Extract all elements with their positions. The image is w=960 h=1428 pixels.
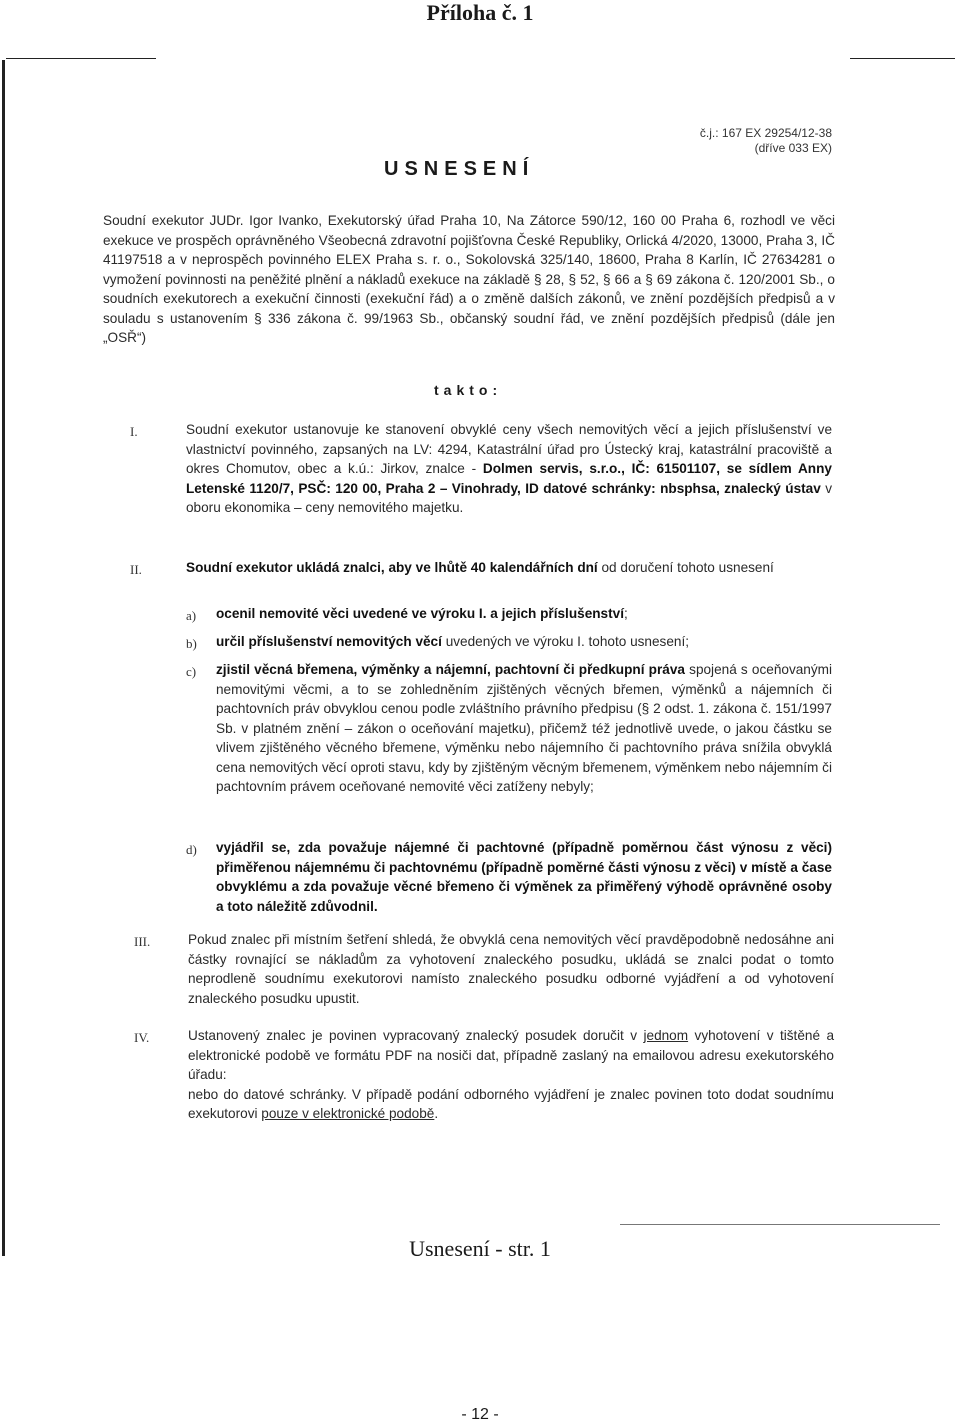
section-iv-part-c: nebo do datové schránky. V případě podání odborného vyjádření je znalec povinen toto dodat soudnímu exekutorovi [188, 1086, 834, 1121]
section-number: II. [130, 562, 142, 577]
section-i-expert: Dolmen servis, s.r.o., IČ: 61501107, se sídlem Anny Letenské 1120/7, PSČ: 120 00, Praha 2 – Vinohrady, ID datové schránky: nbsphsa, znalecký ústav [186, 461, 832, 496]
item-b-text [216, 632, 832, 652]
item-c-text [216, 660, 832, 797]
section-number: III. [134, 934, 151, 949]
top-rule-left [6, 58, 156, 59]
section-i-tail: v oboru ekonomika – ceny nemovitého majetku. [186, 480, 832, 515]
item-letter: d) [186, 842, 197, 857]
former-case-number: (dříve 033 EX) [754, 141, 832, 155]
item-letter: a) [186, 608, 197, 623]
section-iv-part-b: vyhotovení v tištěné a elektronické podobě ve formátu PDF na nosiči dat, případně zaslaný na emailovou adresu exekutorského úřadu: [188, 1028, 835, 1082]
case-number: č.j.: 167 EX 29254/12-38 [699, 126, 832, 140]
section-number: IV. [134, 1030, 150, 1045]
left-border-line [2, 60, 5, 1256]
item-b-bold: určil příslušenství nemovitých věcí [216, 634, 442, 649]
page-title: Příloha č. 1 [426, 0, 534, 25]
page-footer: Usnesení - str. 1 [409, 1236, 551, 1261]
section-iv-part-a: Ustanovený znalec je povinen vypracovaný znalecký posudek doručit v [188, 1028, 638, 1043]
item-c-bold: zjistil věcná břemena, výměnky a nájemní, pachtovní či předkupní práva [216, 662, 685, 677]
section-ii-deadline: Soudní exekutor ukládá znalci, aby ve lhůtě 40 kalendářních dní [186, 560, 598, 575]
reference-number [600, 126, 832, 156]
item-b-plain: uvedených ve výroku I. tohoto usnesení; [445, 634, 690, 649]
item-letter: c) [186, 664, 197, 679]
section-ii-plain: od doručení tohoto usnesení [601, 560, 774, 575]
section-iv-part-d: . [434, 1106, 439, 1121]
section-iv-underlined-count: jednom [643, 1028, 689, 1043]
item-d-bold: vyjádřil se, zda považuje nájemné či pachtovné (případně poměrnou část výnosu z věci) přiměřenou nájemnému či pachtovnému (případně poměrné části výnosu z věci) v místě a čase obvyklému a zda považuje věcné břemeno či výměnek za přiměřený výhodě oprávněné osoby a toto náležitě zdůvodnil. [216, 840, 832, 914]
section-iv-text [188, 1026, 834, 1124]
item-d-text [216, 838, 832, 916]
section-iii-text: Pokud znalec při místním šetření shledá, že obvyklá cena nemovitých věcí pravděpodobně nedosáhne ani částky rovnající se nákladům za vyhotovení znaleckého posudku, ukládá se znalci podat o tomto neprodleně soudnímu exekutorovi namísto znaleckého posudku odborné vyjádření a od vyhotovení znaleckého posudku upustit. [188, 932, 834, 1006]
section-i-text [186, 420, 832, 518]
page-number: - 12 - [461, 1406, 499, 1423]
item-a-plain: ; [624, 606, 628, 621]
top-rule-right [850, 58, 955, 59]
item-a-text [216, 604, 832, 624]
takto-heading: takto: [434, 382, 503, 398]
intro-paragraph: Soudní exekutor JUDr. Igor Ivanko, Exekutorský úřad Praha 10, Na Zátorce 590/12, 160 00 Praha 6, rozhodl ve věci exekuce ve prospěch oprávněného Všeobecná zdravotní pojišťovna České Republiky, Orlická 4/2020, 13000, Praha 3, IČ 41197518 a v neprospěch povinného ELEX Praha s. r. o., Sokolovská 325/140, 18600, Praha 8 Karlín, IČ 27634281 o vymožení povinnosti na peněžité plnění a nákladů exekuce na základě § 28, § 52, § 66 a § 69 zákona č. 120/2001 Sb., o soudních exekutorech a exekuční činnosti (exekuční řád) a o změně dalších zákonů, ve znění pozdějších předpisů a v souladu s ustanovením § 336 zákona č. 99/1963 Sb., občanský soudní řád, ve znění pozdějších předpisů (dále jen „OSŘ“) [103, 213, 835, 345]
section-i-plain: Soudní exekutor ustanovuje ke stanovení obvyklé ceny všech nemovitých věcí a jejich příslušenství ve vlastnictví povinného, zapsaných na LV: 4294, Katastrální úřad pro Ústecký kraj, katastrální pracoviště a okres Chomutov, obec a k.ú.: Jirkov, znalce - [186, 422, 832, 476]
document-title: USNESENÍ [384, 158, 535, 180]
item-c-plain: spojená s oceňovanými nemovitými věcmi, a to se zohledněním zjištěných věcných břemen, výměnků a nájemních či pachtovních práv obvyklou cenou podle zvláštního právního předpisu (§ 2 odst. 1. zákona č. 151/1997 Sb. v platném znění – zákon o oceňování majetku), přičemž též jednotlivě uvede, o jakou částku se vlivem zjištěného věcného břemene, výměnku nebo nájemního či pachtovního práva snížila obvyklá cena nemovitých věcí oproti stavu, kdy by zjištěným věcným břemenem, výměnkem nebo nájemním či pachtovním právem oceňované nemovité věci zatíženy nebyly; [216, 662, 832, 794]
item-a-bold: ocenil nemovité věci uvedené ve výroku I. a jejich příslušenství [216, 606, 624, 621]
section-ii-text [186, 558, 832, 578]
bottom-scan-edge [620, 1224, 940, 1225]
scanned-document [0, 28, 960, 1228]
item-letter: b) [186, 636, 197, 651]
section-iv-underlined-format: pouze v elektronické podobě [261, 1106, 435, 1121]
section-number: I. [130, 424, 138, 439]
